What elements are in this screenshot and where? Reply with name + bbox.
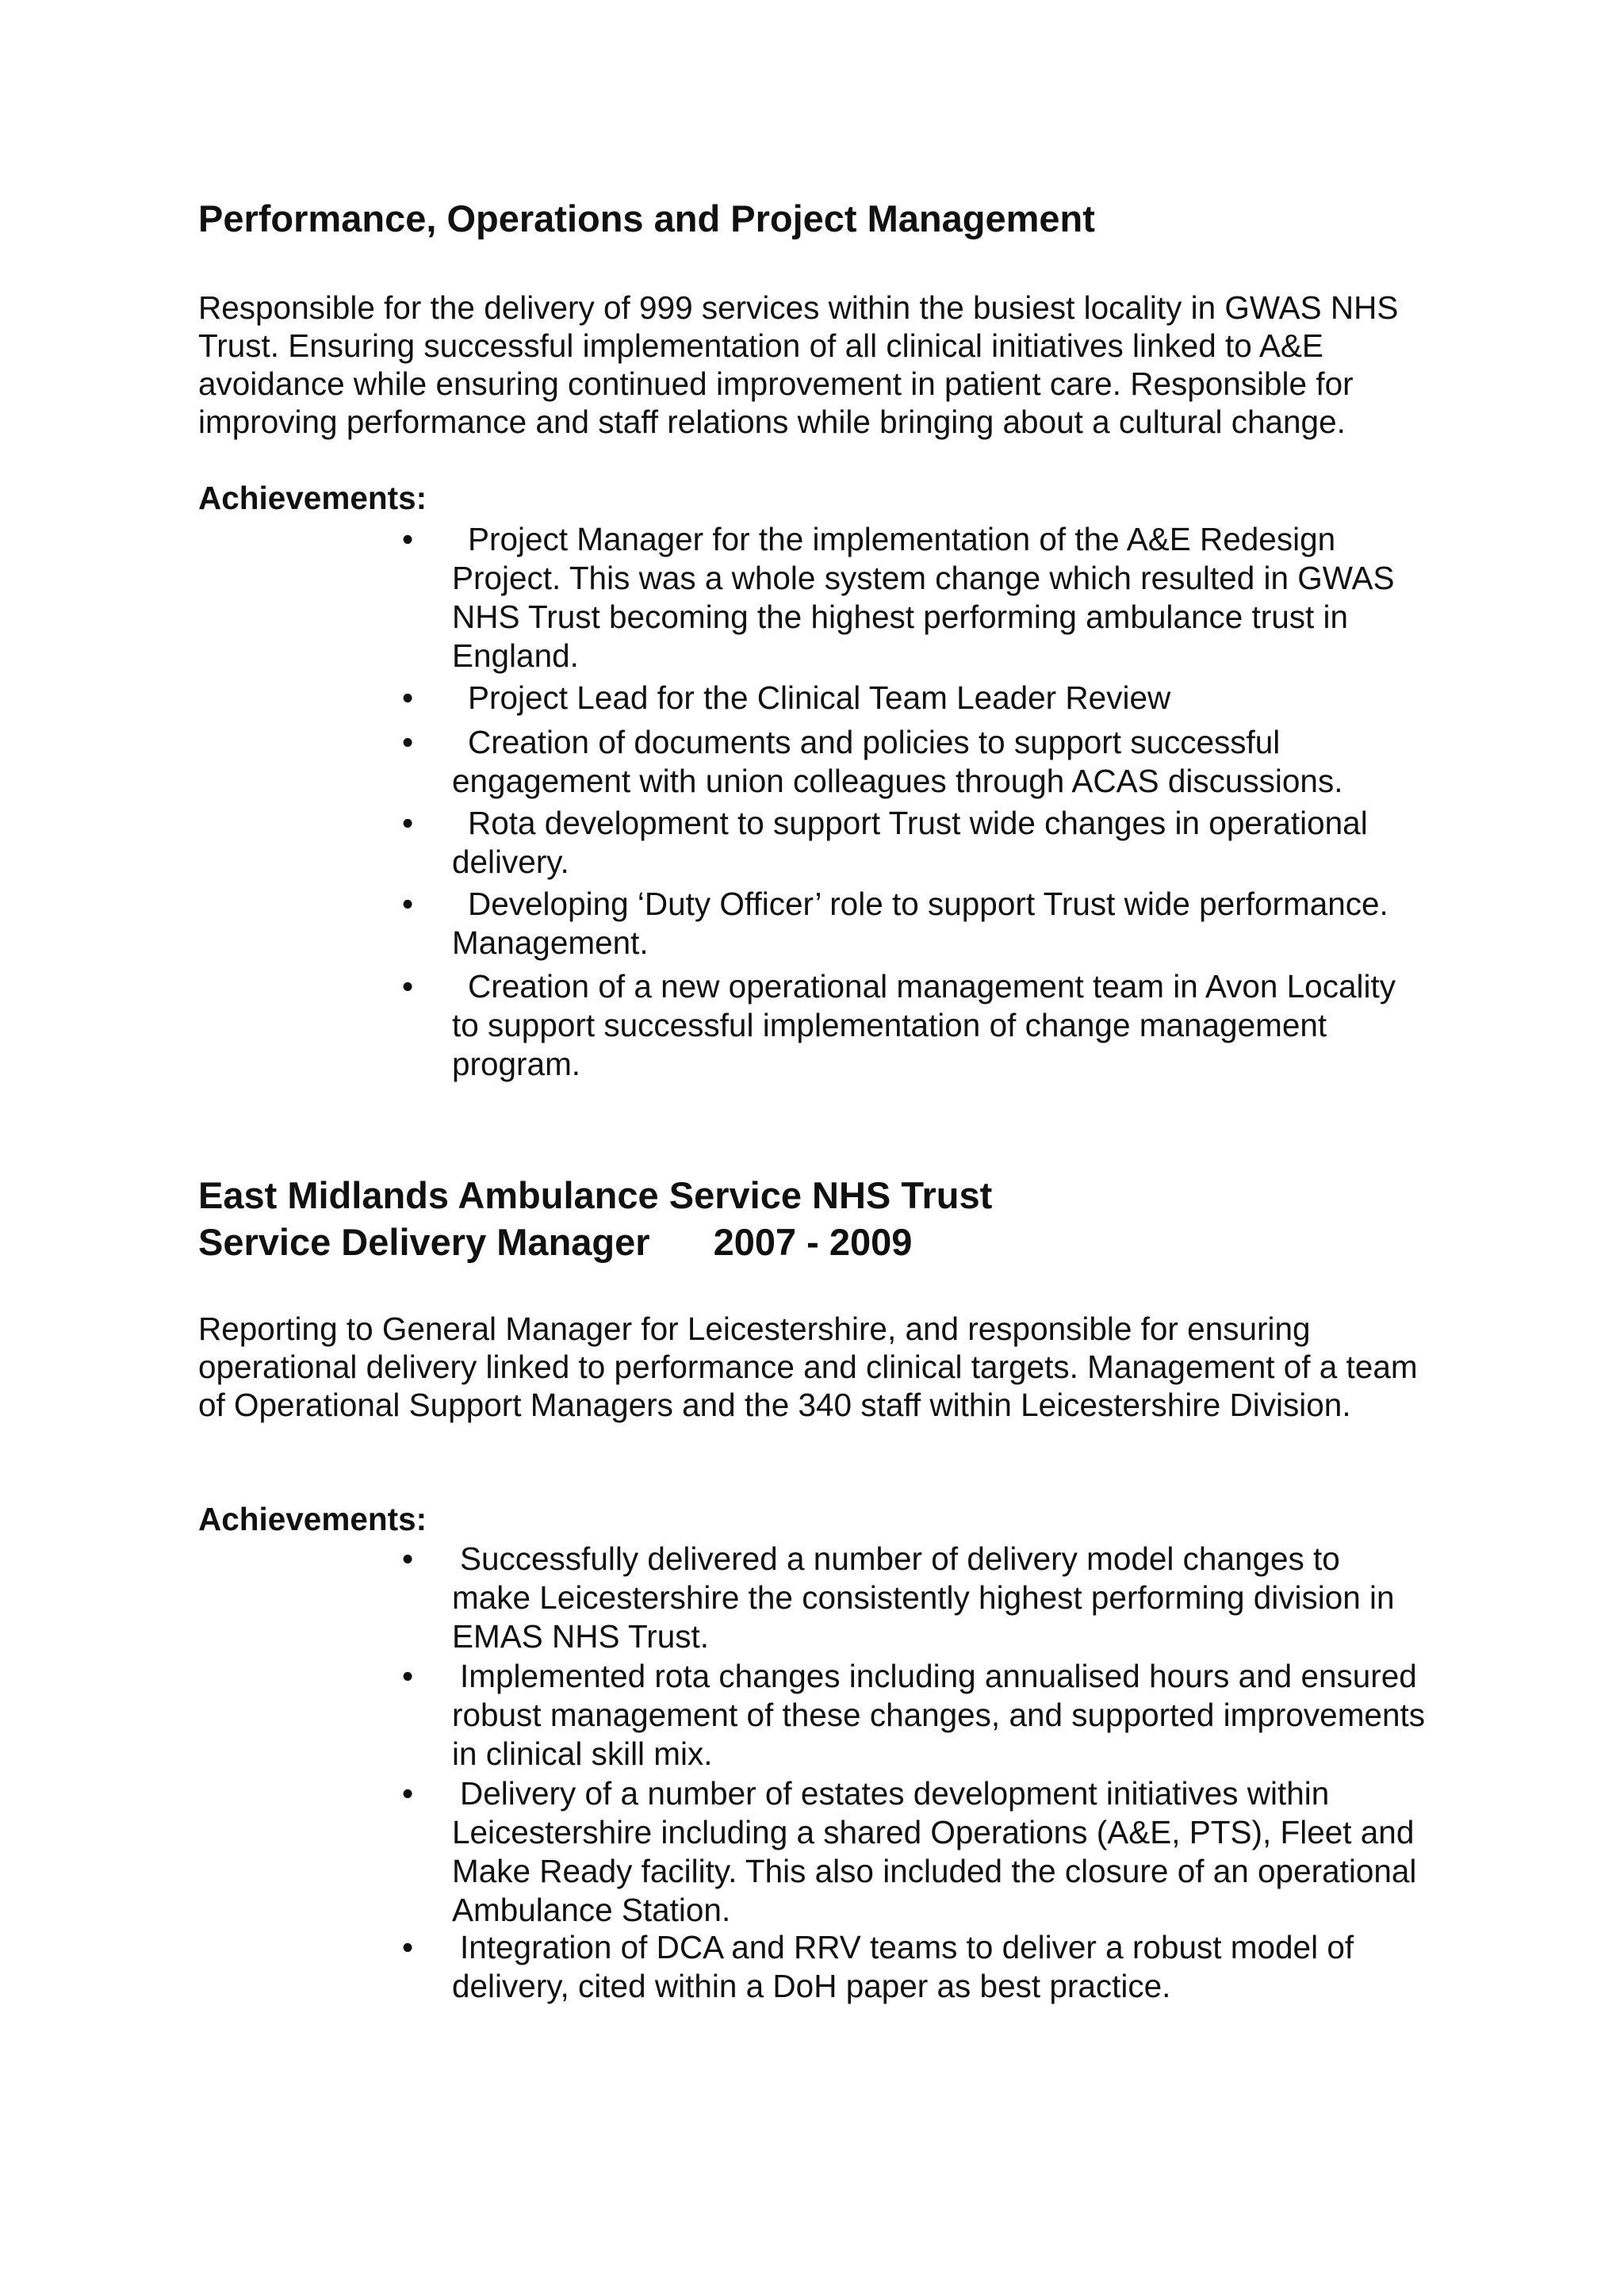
- list-item-text: Delivery of a number of estates development initiatives within Leicestershire including a shared Operations (A&E, PTS), Fleet and Make Ready facility. This also included the closure of an operational Ambulance Station.: [452, 1775, 1417, 1928]
- list-item-text: Project Manager for the implementation of the A&E Redesign Project. This was a whole system change which resulted in GWAS NHS Trust becoming the highest performing ambulance trust in England.: [452, 521, 1395, 674]
- achievements-label-emas: Achievements:: [198, 1501, 427, 1537]
- bullet-icon: •: [402, 1775, 414, 1812]
- bullet-icon: •: [402, 1540, 414, 1577]
- section-description-emas: Reporting to General Manager for Leicestershire, and responsible for ensuring operational delivery linked to performance and clinical targets. Management of a team of Operational Support Managers and the 340 staff within Leicestershire Division.: [198, 1311, 1418, 1423]
- list-item-text: Project Lead for the Clinical Team Leader Review: [468, 679, 1171, 716]
- section-description-performance: Responsible for the delivery of 999 services within the busiest locality in GWAS NHS Trust. Ensuring successful implementation of all clinical initiatives linked to A&E avoidance while ensuring continued improvement in patient care. Responsible for improving performance and staff relations while bringing about a cultural change.: [198, 289, 1399, 440]
- list-item-text: Creation of a new operational management team in Avon Locality to support successful implementation of change management program.: [452, 968, 1396, 1082]
- bullet-icon: •: [402, 521, 414, 557]
- bullet-icon: •: [402, 1658, 414, 1694]
- list-item-text: Integration of DCA and RRV teams to deliver a robust model of delivery, cited within a DoH paper as best practice.: [452, 1929, 1354, 2004]
- list-item-text: Developing ‘Duty Officer’ role to support Trust wide performance. Management.: [452, 886, 1388, 961]
- bullet-icon: •: [402, 968, 414, 1004]
- role-title: [198, 1219, 912, 1266]
- list-item-text: Successfully delivered a number of delivery model changes to make Leicestershire the consistently highest performing division in EMAS NHS Trust.: [452, 1540, 1395, 1655]
- bullet-icon: •: [402, 1929, 414, 1965]
- employer-title: East Midlands Ambulance Service NHS Trust: [198, 1174, 993, 1216]
- list-item-text: Rota development to support Trust wide changes in operational delivery.: [452, 805, 1368, 880]
- role-years: 2007 - 2009: [713, 1221, 913, 1263]
- achievements-label-performance: Achievements:: [198, 480, 427, 516]
- role-name: Service Delivery Manager: [198, 1221, 650, 1263]
- bullet-icon: •: [402, 679, 414, 716]
- section-title-performance: Performance, Operations and Project Management: [198, 197, 1095, 239]
- list-item-text: Implemented rota changes including annualised hours and ensured robust management of these changes, and supported improvements in clinical skill mix.: [452, 1658, 1425, 1772]
- list-item-text: Creation of documents and policies to support successful engagement with union colleagues through ACAS discussions.: [452, 724, 1343, 799]
- bullet-icon: •: [402, 886, 414, 922]
- bullet-icon: •: [402, 724, 414, 760]
- bullet-icon: •: [402, 805, 414, 841]
